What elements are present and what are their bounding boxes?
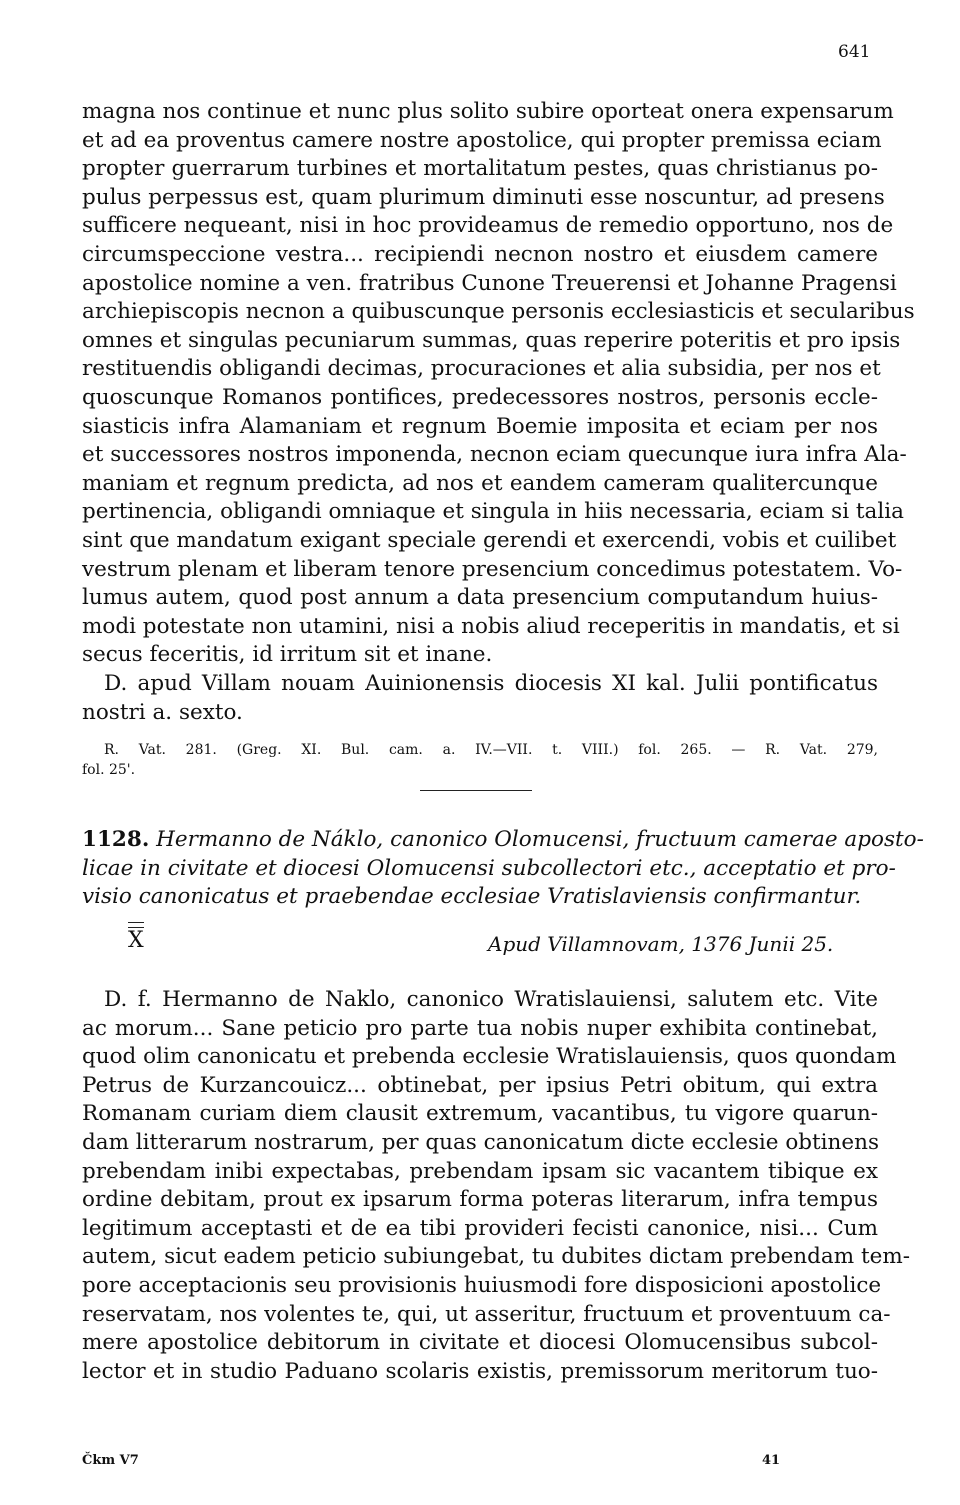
letter-body (82, 98, 915, 670)
text-line: pore acceptacionis seu provisionis huiusmodi fore disposicioni apostolice (82, 1272, 882, 1298)
sigil-letter: X (128, 928, 144, 953)
text-line: quod olim canonicatu et prebenda ecclesie Wratislauiensis, quos quondam (82, 1044, 897, 1070)
heading-line: visio canonicatus et praebendae ecclesiae Vratislaviensis confirmantur. (82, 884, 862, 910)
text-line: Petrus de Kurzancouicz... obtinebat, per ipsius Petri obitum, qui extra (82, 1072, 878, 1098)
text-line: ac morum... Sane peticio pro parte tua nobis nuper exhibita continebat, (82, 1015, 878, 1041)
text-line: lector et in studio Paduano scolaris existis, premissorum meritorum tuo- (82, 1358, 878, 1384)
text-line: ordine debitam, prout ex ipsarum forma poteras literarum, infra tempus (82, 1187, 878, 1213)
text-line: propter guerrarum turbines et mortalitatum pestes, quas christianus po- (82, 156, 878, 182)
text-line: et successores nostros imponenda, necnon eciam quecunque iura infra Ala- (82, 442, 907, 468)
text-line: omnes et singulas pecuniarum summas, quas reperire poteritis et pro ipsis (82, 327, 901, 353)
text-line: lumus autem, quod post annum a data presencium computandum huius- (82, 585, 878, 611)
dating-clause (82, 670, 878, 727)
entry-heading (82, 826, 924, 912)
sigil-bar (128, 922, 144, 923)
text-line: pertinencia, obligandi omniaque et singula in hiis necessaria, eciam si talia (82, 499, 904, 525)
text-line: archiepiscopis necnon a quibuscunque personis ecclesiasticis et secularibus (82, 299, 915, 325)
text-line: secus feceritis, id irritum sit et inane. (82, 642, 493, 668)
sigil-bar (128, 927, 144, 928)
marginal-sigil (128, 928, 144, 953)
text-line: quoscunque Romanos pontifices, predecessores nostros, personis eccle- (82, 384, 878, 410)
text-line: sint que mandatum exigant speciale gerendi et exercendi, vobis et cuilibet (82, 527, 897, 553)
place-date: Apud Villamnovam, 1376 Junii 25. (488, 932, 834, 956)
text-line: magna nos continue et nunc plus solito subire oporteat onera expensarum (82, 99, 894, 124)
text-line: autem, sicut eadem peticio subiungebat, tu dubites dictam prebendam tem- (82, 1244, 910, 1270)
dating-line: nostri a. sexto. (82, 699, 243, 725)
entry-body (82, 986, 910, 1386)
source-line: fol. 25'. (82, 762, 136, 778)
text-line: modi potestate non utamini, nisi a nobis aliud receperitis in mandatis, et si (82, 613, 900, 639)
text-line: maniam et regnum predicta, ad nos et eandem cameram qualitercunque (82, 470, 878, 496)
text-line: sufficere nequeant, nisi in hoc provideamus de remedio opportuno, nos de (82, 213, 894, 239)
source-line: R. Vat. 281. (Greg. XI. Bul. cam. a. IV.—VII. t. VIII.) fol. 265. — R. Vat. 279, (104, 742, 878, 758)
footer-signature: Čkm V7 (82, 1453, 139, 1468)
heading-line: licae in civitate et diocesi Olomucensi subcollectori etc., acceptatio et pro- (82, 855, 896, 881)
text-line: D. f. Hermanno de Naklo, canonico Wratislauiensi, salutem etc. Vite (104, 987, 878, 1012)
entry-number: 1128. (82, 827, 150, 852)
text-line: legitimum acceptasti et de ea tibi provideri fecisti canonice, nisi... Cum (82, 1215, 878, 1241)
source-reference (82, 740, 878, 780)
dating-line: D. apud Villam nouam Auinionensis diocesis XI kal. Julii pontificatus (104, 671, 878, 696)
text-line: pulus perpessus est, quam plurimum diminuti esse noscuntur, ad presens (82, 184, 885, 210)
section-divider (420, 790, 532, 791)
text-line: siasticis infra Alamaniam et regnum Boemie imposita et eciam per nos (82, 413, 878, 439)
text-line: apostolice nomine a ven. fratribus Cunone Treuerensi et Johanne Pragensi (82, 270, 897, 296)
text-line: et ad ea proventus camere nostre apostolice, qui propter premissa eciam (82, 127, 882, 153)
text-line: mere apostolice debitorum in civitate et diocesi Olomucensibus subcol- (82, 1330, 878, 1356)
text-line: restituendis obligandi decimas, procuraciones et alia subsidia, per nos et (82, 356, 881, 382)
heading-line (82, 826, 924, 855)
footer-sheet-number: 41 (762, 1453, 781, 1468)
text-line: Romanam curiam diem clausit extremum, vacantibus, tu vigore quarun- (82, 1101, 878, 1127)
text-line: circumspeccione vestra... recipiendi necnon nostro et eiusdem camere (82, 241, 878, 267)
page-number: 641 (838, 42, 871, 62)
text-line: vestrum plenam et liberam tenore presencium concedimus potestatem. Vo- (82, 556, 903, 582)
text-line: dam litterarum nostrarum, per quas canonicatum dicte ecclesie obtinens (82, 1129, 880, 1155)
heading-text: Hermanno de Náklo, canonico Olomucensi, fructuum camerae aposto- (156, 827, 924, 852)
text-line: reservatam, nos volentes te, qui, ut asseritur, fructuum et proventuum ca- (82, 1301, 891, 1327)
text-line: prebendam inibi expectabas, prebendam ipsam sic vacantem tibique ex (82, 1158, 878, 1184)
